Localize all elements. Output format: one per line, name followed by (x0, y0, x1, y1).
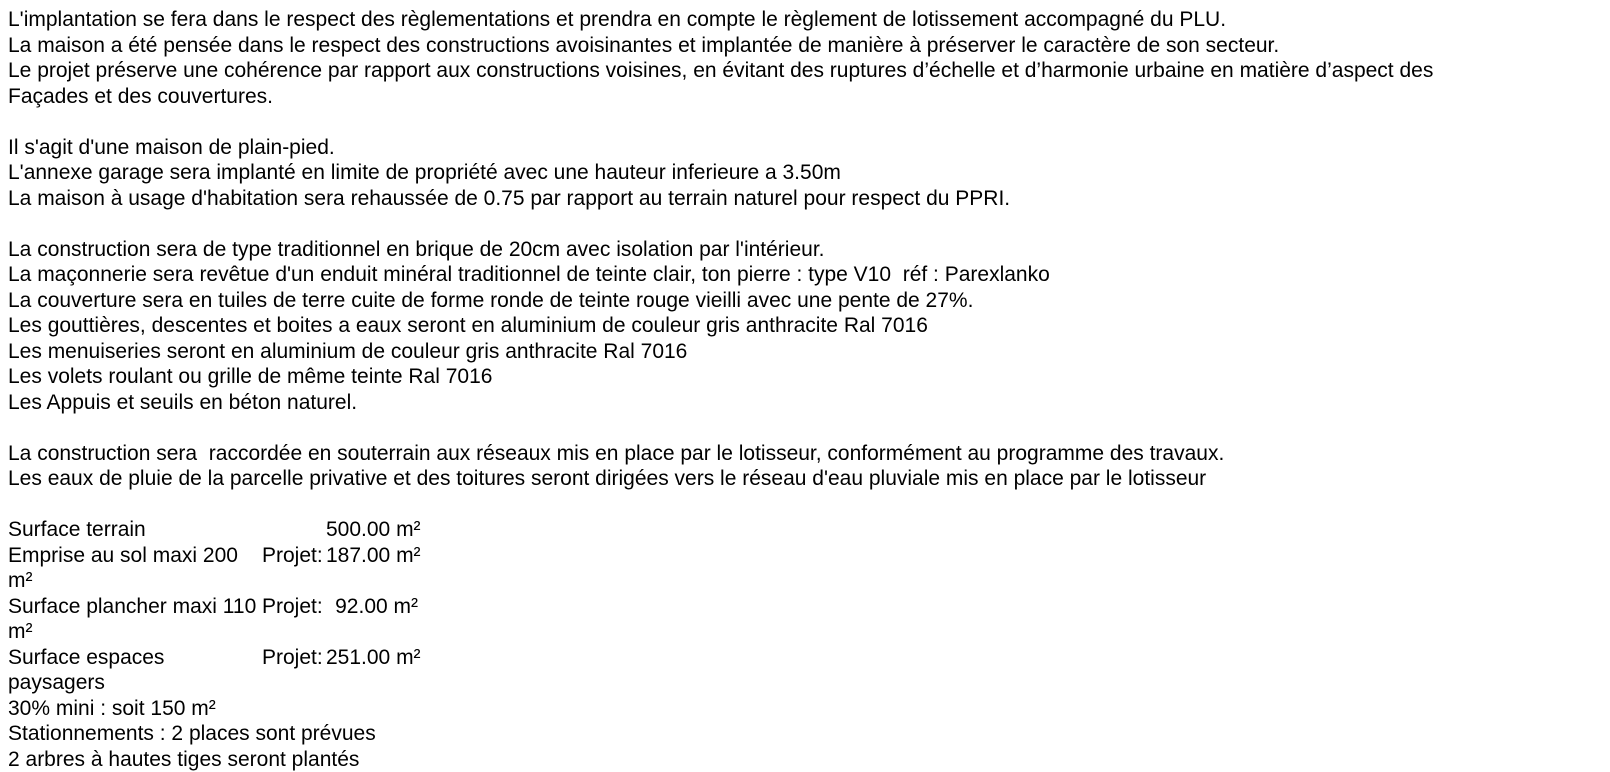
text-line: La construction sera raccordée en souterrain aux réseaux mis en place par le lotisseur, conformément au programme des travaux. (8, 441, 1610, 467)
paragraph-implantation (8, 7, 1610, 109)
surface-row (8, 645, 1610, 696)
surface-note: 2 arbres à hautes tiges seront plantés (8, 747, 1610, 772)
paragraph-gap (8, 109, 1610, 135)
surface-row-value: 251.00 m² (326, 645, 418, 696)
text-line: Les volets roulant ou grille de même teinte Ral 7016 (8, 364, 1610, 390)
text-line: Les Appuis et seuils en béton naturel. (8, 390, 1610, 416)
text-line: La couverture sera en tuiles de terre cuite de forme ronde de teinte rouge vieilli avec une pente de 27%. (8, 288, 1610, 314)
surface-row (8, 543, 1610, 594)
surface-note: 30% mini : soit 150 m² (8, 696, 1610, 722)
surface-row-projet: Projet: (262, 645, 326, 696)
text-line: La maison a été pensée dans le respect des constructions avoisinantes et implantée de manière à préserver le caractère de son secteur. (8, 33, 1610, 59)
surface-row-projet: Projet: (262, 594, 326, 645)
surface-row-value: 92.00 m² (326, 594, 418, 645)
text-line: L'implantation se fera dans le respect des règlementations et prendra en compte le règlement de lotissement accompagné du PLU. (8, 7, 1610, 33)
surface-row-label: Surface espaces paysagers (8, 645, 262, 696)
text-line: Le projet préserve une cohérence par rapport aux constructions voisines, en évitant des ruptures d’échelle et d’harmonie urbaine en matière d’aspect des (8, 58, 1610, 84)
paragraph-gap (8, 211, 1610, 237)
text-line: La construction sera de type traditionnel en brique de 20cm avec isolation par l'intérieur. (8, 237, 1610, 263)
surface-note: Stationnements : 2 places sont prévues (8, 721, 1610, 747)
paragraph-reseaux (8, 441, 1610, 492)
surface-row-projet: Projet: (262, 543, 326, 594)
surface-row-value: 187.00 m² (326, 543, 418, 594)
text-line: Façades et des couvertures. (8, 84, 1610, 110)
surface-row (8, 517, 1610, 543)
surface-row-label: Surface plancher maxi 110 m² (8, 594, 262, 645)
surface-row-value: 500.00 m² (326, 517, 418, 543)
text-line: La maison à usage d'habitation sera rehaussée de 0.75 par rapport au terrain naturel pour respect du PPRI. (8, 186, 1610, 212)
paragraph-maison (8, 135, 1610, 212)
surface-row-projet (262, 517, 326, 543)
paragraph-gap (8, 492, 1610, 518)
text-line: Les eaux de pluie de la parcelle privative et des toitures seront dirigées vers le réseau d'eau pluviale mis en place par le lotisseur (8, 466, 1610, 492)
paragraph-gap (8, 415, 1610, 441)
surface-row-label: Emprise au sol maxi 200 m² (8, 543, 262, 594)
text-line: Les menuiseries seront en aluminium de couleur gris anthracite Ral 7016 (8, 339, 1610, 365)
text-line: L'annexe garage sera implanté en limite de propriété avec une hauteur inferieure a 3.50m (8, 160, 1610, 186)
surface-row-label: Surface terrain (8, 517, 262, 543)
surface-row (8, 594, 1610, 645)
paragraph-materiaux (8, 237, 1610, 416)
text-line: Les gouttières, descentes et boites a eaux seront en aluminium de couleur gris anthracite Ral 7016 (8, 313, 1610, 339)
surface-summary (8, 517, 1610, 772)
text-line: La maçonnerie sera revêtue d'un enduit minéral traditionnel de teinte clair, ton pierre : type V10 réf : Parexlanko (8, 262, 1610, 288)
text-line: Il s'agit d'une maison de plain-pied. (8, 135, 1610, 161)
